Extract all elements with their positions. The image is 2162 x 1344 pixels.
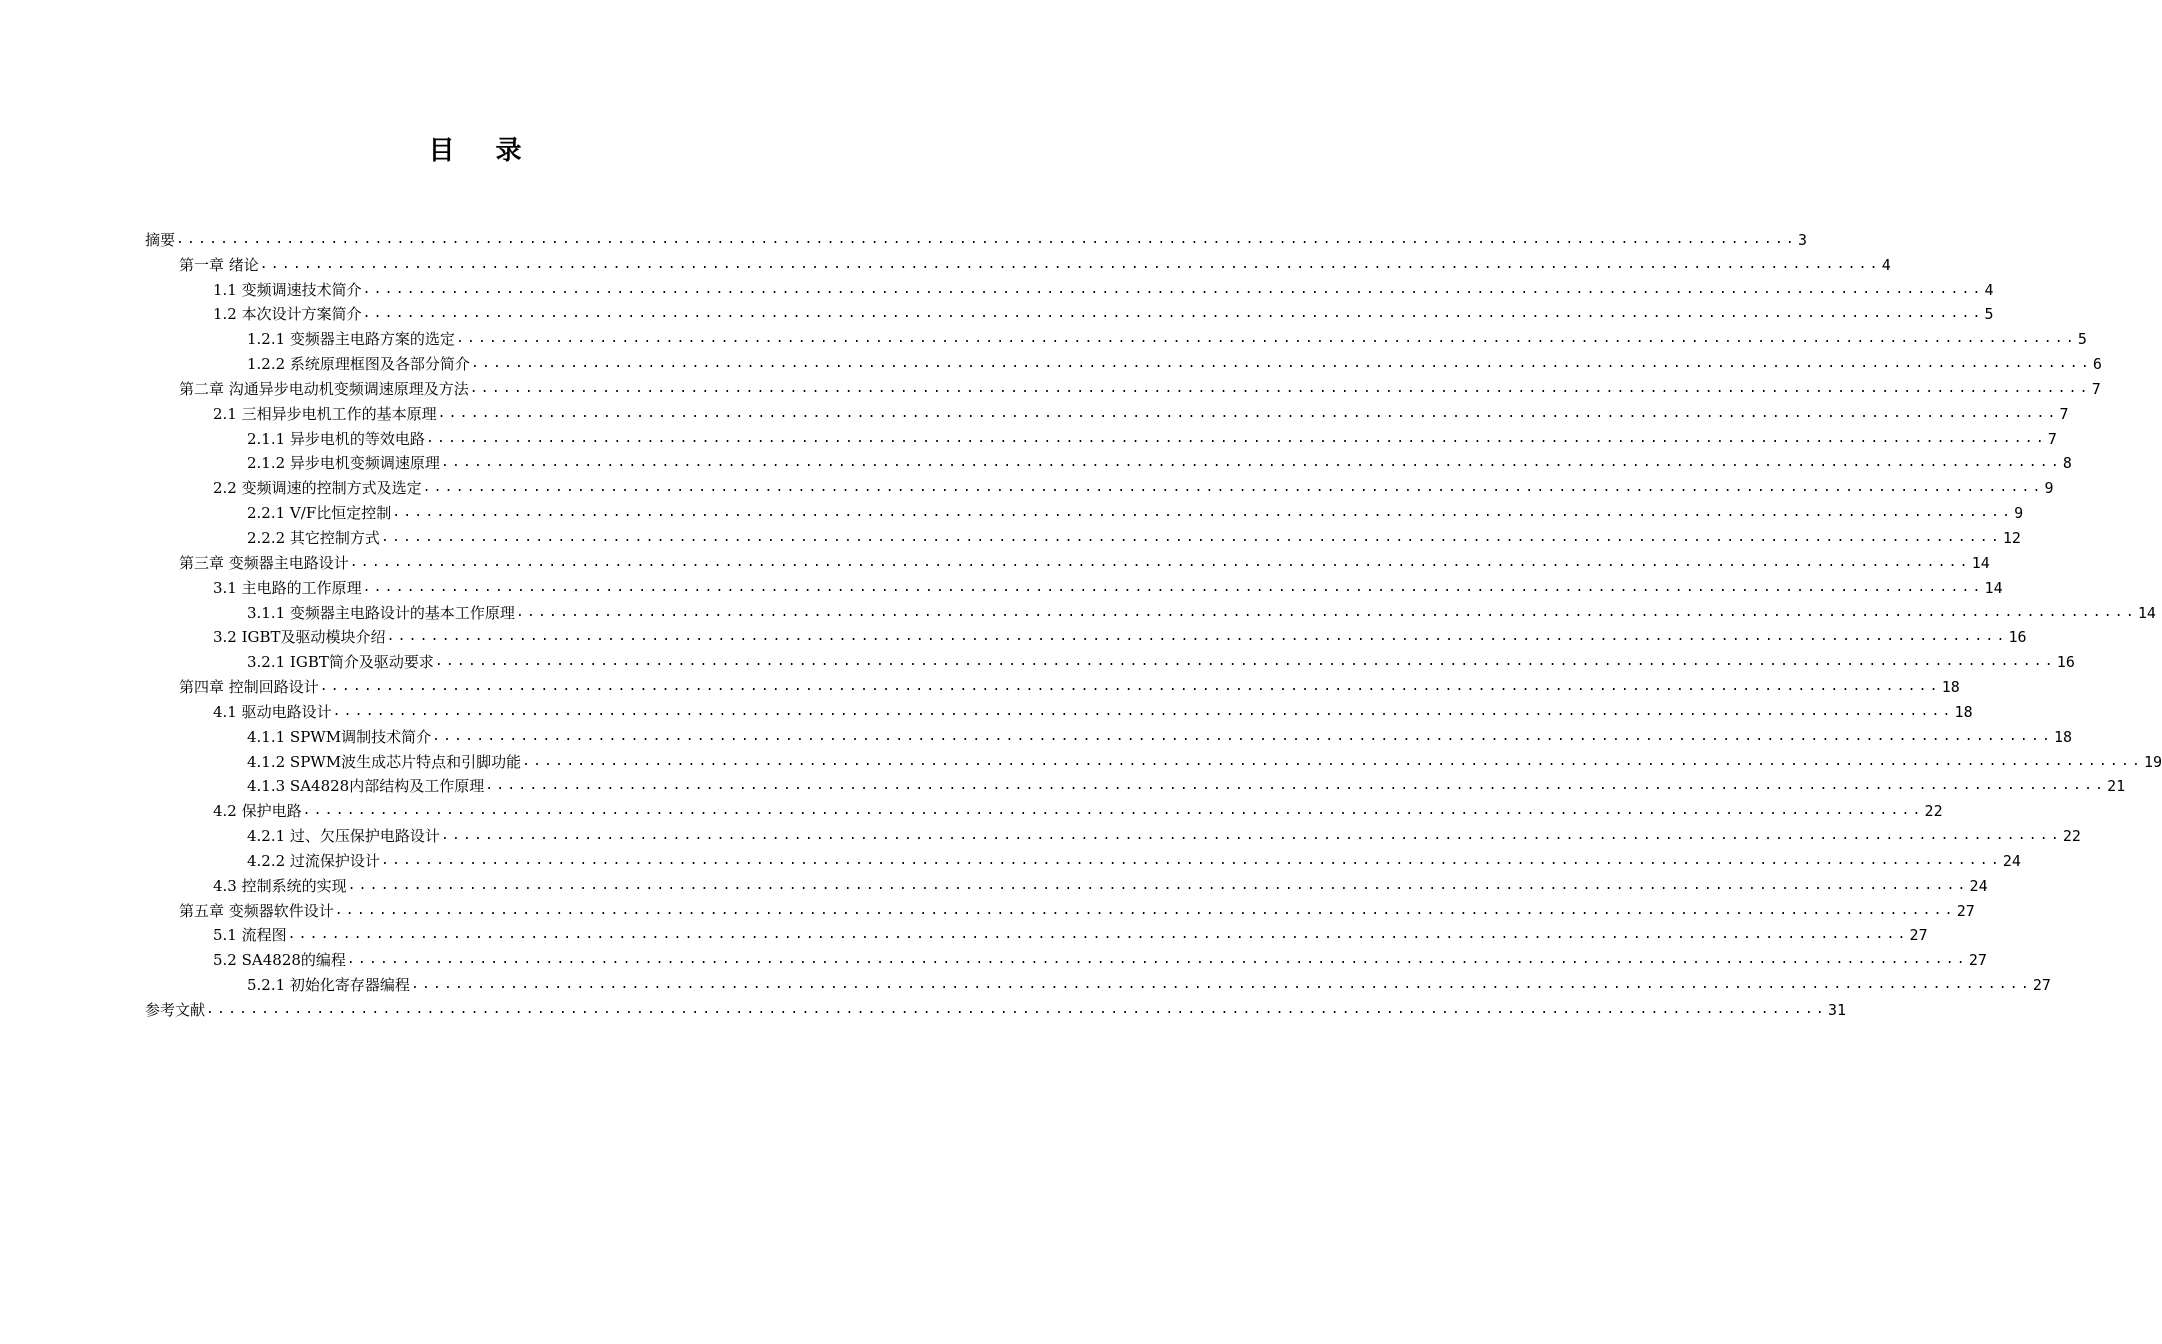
toc-entry bbox=[145, 424, 2057, 449]
toc-page-number: 24 bbox=[2002, 851, 2021, 870]
toc-dot-leader: ................................................................................................................................................... bbox=[392, 505, 2014, 521]
toc-entry-title: 5.2.1 初始化寄存器编程 bbox=[247, 976, 410, 995]
toc-entry bbox=[145, 846, 2021, 871]
toc-entry bbox=[145, 995, 1846, 1020]
toc-dot-leader: ................................................................................................................................................... bbox=[362, 281, 1984, 297]
toc-dot-leader: ................................................................................................................................................... bbox=[437, 405, 2059, 421]
toc-entry bbox=[145, 324, 2087, 349]
toc-dot-leader: ................................................................................................................................................... bbox=[470, 356, 2092, 372]
toc-page-number: 19 bbox=[2144, 752, 2162, 771]
toc-entry bbox=[145, 548, 1990, 573]
toc-dot-leader: ................................................................................................................................................... bbox=[362, 579, 1984, 595]
toc-entry-title: 摘要 bbox=[145, 230, 176, 249]
toc-page-number: 16 bbox=[2008, 628, 2027, 647]
toc-entry bbox=[145, 772, 2126, 797]
toc-entry-title: 2.1 三相异步电机工作的基本原理 bbox=[213, 404, 437, 423]
toc-entry bbox=[145, 349, 2102, 374]
toc-page-number: 14 bbox=[2137, 603, 2156, 622]
toc-page-number: 7 bbox=[2059, 404, 2069, 423]
toc-dot-leader: ................................................................................................................................................... bbox=[176, 231, 1797, 247]
toc-dot-leader: ................................................................................................................................................... bbox=[332, 703, 1954, 719]
toc-dot-leader: ................................................................................................................................................... bbox=[319, 679, 1941, 695]
toc-page-number: 5 bbox=[1984, 305, 1994, 324]
toc-dot-leader: ................................................................................................................................................... bbox=[380, 852, 2002, 868]
toc-entry-title: 4.2.2 过流保护设计 bbox=[247, 851, 380, 870]
toc-entry bbox=[145, 623, 2027, 648]
toc-page-number: 31 bbox=[1827, 1001, 1846, 1019]
toc-entry bbox=[145, 374, 2101, 399]
toc-entry-title: 1.1 变频调速技术简介 bbox=[213, 280, 362, 299]
toc-dot-leader: ................................................................................................................................................... bbox=[334, 902, 1956, 918]
toc-dot-leader: ................................................................................................................................................... bbox=[425, 430, 2047, 446]
toc-page-number: 4 bbox=[1881, 255, 1891, 274]
toc-entry-title: 4.1.2 SPWM波生成芯片特点和引脚功能 bbox=[247, 752, 522, 771]
toc-page-number: 7 bbox=[2047, 429, 2057, 448]
toc-entry-title: 第五章 变频器软件设计 bbox=[179, 901, 334, 920]
toc-dot-leader: ................................................................................................................................................... bbox=[422, 480, 2044, 496]
toc-entry-title: 2.1.2 异步电机变频调速原理 bbox=[247, 454, 440, 473]
toc-entry bbox=[145, 747, 2162, 772]
toc-entry-title: 4.1.1 SPWM调制技术简介 bbox=[247, 727, 432, 746]
toc-dot-leader: ................................................................................................................................................... bbox=[515, 604, 2137, 620]
toc-dot-leader: ................................................................................................................................................... bbox=[432, 728, 2054, 744]
toc-page-number: 16 bbox=[2056, 653, 2075, 672]
toc-entry bbox=[145, 871, 1988, 896]
toc-entry-title: 4.2 保护电路 bbox=[213, 802, 302, 821]
toc-entry bbox=[145, 672, 1960, 697]
toc-page-number: 27 bbox=[2032, 976, 2051, 995]
toc-page-number: 21 bbox=[2107, 777, 2126, 796]
toc-entry-title: 1.2 本次设计方案简介 bbox=[213, 305, 362, 324]
toc-entry bbox=[145, 945, 1987, 970]
toc-dot-leader: ................................................................................................................................................... bbox=[349, 554, 1971, 570]
toc-entry bbox=[145, 821, 2081, 846]
toc-entry-title: 第三章 变频器主电路设计 bbox=[179, 553, 349, 572]
toc-page-number: 4 bbox=[1984, 280, 1994, 299]
toc-dot-leader: ................................................................................................................................................... bbox=[362, 306, 1984, 322]
toc-entry-title: 3.2 IGBT及驱动模块介绍 bbox=[213, 628, 386, 647]
toc-page-number: 7 bbox=[2091, 379, 2101, 398]
toc-dot-leader: ................................................................................................................................................... bbox=[469, 380, 2091, 396]
toc-entry bbox=[145, 449, 2072, 474]
toc-entry-title: 2.2.1 V/F比恒定控制 bbox=[247, 504, 392, 523]
toc-page-number: 5 bbox=[2077, 330, 2087, 349]
toc-page-number: 18 bbox=[2054, 727, 2073, 746]
toc-dot-leader: ................................................................................................................................................... bbox=[522, 753, 2144, 769]
toc-entry bbox=[145, 573, 2003, 598]
toc-dot-leader: ................................................................................................................................................... bbox=[259, 256, 1881, 272]
toc-page-number: 9 bbox=[2014, 504, 2024, 523]
toc-dot-leader: ................................................................................................................................................... bbox=[440, 828, 2062, 844]
toc-page-number: 18 bbox=[1941, 678, 1960, 697]
toc-entry-title: 5.1 流程图 bbox=[213, 926, 287, 945]
toc-page-number: 12 bbox=[2002, 528, 2021, 547]
toc-entry bbox=[145, 250, 1891, 275]
toc-entry-title: 4.1.3 SA4828内部结构及工作原理 bbox=[247, 777, 485, 796]
toc-entry bbox=[145, 399, 2069, 424]
toc-page-number: 9 bbox=[2044, 479, 2054, 498]
toc-entry-title: 2.1.1 异步电机的等效电路 bbox=[247, 429, 425, 448]
toc-dot-leader: ................................................................................................................................................... bbox=[386, 629, 2008, 645]
toc-dot-leader: ................................................................................................................................................... bbox=[455, 331, 2077, 347]
toc-entry-title: 2.2 变频调速的控制方式及选定 bbox=[213, 479, 422, 498]
toc-dot-leader: ................................................................................................................................................... bbox=[434, 654, 2056, 670]
toc-dot-leader: ................................................................................................................................................... bbox=[485, 778, 2107, 794]
toc-entry-title: 1.2.2 系统原理框图及各部分简介 bbox=[247, 355, 470, 374]
toc-entry-title: 3.1 主电路的工作原理 bbox=[213, 578, 362, 597]
page-title: 目 录 bbox=[428, 136, 538, 166]
toc-dot-leader: ................................................................................................................................................... bbox=[346, 952, 1968, 968]
toc-entry bbox=[145, 647, 2075, 672]
toc-entry-title: 3.1.1 变频器主电路设计的基本工作原理 bbox=[247, 603, 515, 622]
toc-dot-leader: ................................................................................................................................................... bbox=[347, 877, 1969, 893]
table-of-contents bbox=[145, 225, 2162, 1020]
toc-dot-leader: ................................................................................................................................................... bbox=[302, 803, 1924, 819]
toc-page-number: 6 bbox=[2092, 355, 2102, 374]
toc-entry-title: 4.2.1 过、欠压保护电路设计 bbox=[247, 827, 440, 846]
toc-entry bbox=[145, 473, 2054, 498]
toc-dot-leader: ................................................................................................................................................... bbox=[380, 529, 2002, 545]
toc-dot-leader: ................................................................................................................................................... bbox=[206, 1002, 1827, 1017]
toc-page-number: 27 bbox=[1956, 901, 1975, 920]
toc-page-number: 14 bbox=[1984, 578, 2003, 597]
toc-entry-title: 5.2 SA4828的编程 bbox=[213, 951, 346, 970]
toc-entry-title: 参考文献 bbox=[145, 1001, 206, 1019]
toc-page-number: 24 bbox=[1969, 876, 1988, 895]
toc-entry-title: 第一章 绪论 bbox=[179, 255, 259, 274]
toc-entry bbox=[145, 598, 2156, 623]
toc-page-number: 27 bbox=[1909, 926, 1928, 945]
toc-dot-leader: ................................................................................................................................................... bbox=[287, 927, 1909, 943]
toc-entry bbox=[145, 722, 2073, 747]
toc-entry bbox=[145, 498, 2024, 523]
toc-dot-leader: ................................................................................................................................................... bbox=[440, 455, 2062, 471]
toc-entry bbox=[145, 300, 1994, 325]
toc-entry-title: 2.2.2 其它控制方式 bbox=[247, 528, 380, 547]
toc-entry-title: 第二章 沟通异步电动机变频调速原理及方法 bbox=[179, 379, 469, 398]
toc-entry bbox=[145, 523, 2021, 548]
toc-entry bbox=[145, 970, 2051, 995]
toc-entry bbox=[145, 896, 1975, 921]
toc-entry bbox=[145, 275, 1994, 300]
toc-dot-leader: ................................................................................................................................................... bbox=[410, 977, 2032, 993]
toc-entry bbox=[145, 796, 1943, 821]
toc-entry bbox=[145, 921, 1928, 946]
toc-entry-title: 4.3 控制系统的实现 bbox=[213, 876, 347, 895]
toc-page-number: 27 bbox=[1968, 951, 1987, 970]
toc-page-number: 18 bbox=[1954, 702, 1973, 721]
toc-entry-title: 3.2.1 IGBT简介及驱动要求 bbox=[247, 653, 434, 672]
toc-entry bbox=[145, 225, 1807, 250]
toc-page-number: 3 bbox=[1797, 230, 1807, 249]
toc-page-number: 22 bbox=[2062, 827, 2081, 846]
toc-page-number: 22 bbox=[1924, 802, 1943, 821]
toc-entry-title: 1.2.1 变频器主电路方案的选定 bbox=[247, 330, 455, 349]
toc-entry-title: 第四章 控制回路设计 bbox=[179, 678, 319, 697]
toc-page-number: 14 bbox=[1971, 553, 1990, 572]
toc-entry-title: 4.1 驱动电路设计 bbox=[213, 702, 332, 721]
toc-entry bbox=[145, 697, 1973, 722]
toc-page-number: 8 bbox=[2062, 454, 2072, 473]
